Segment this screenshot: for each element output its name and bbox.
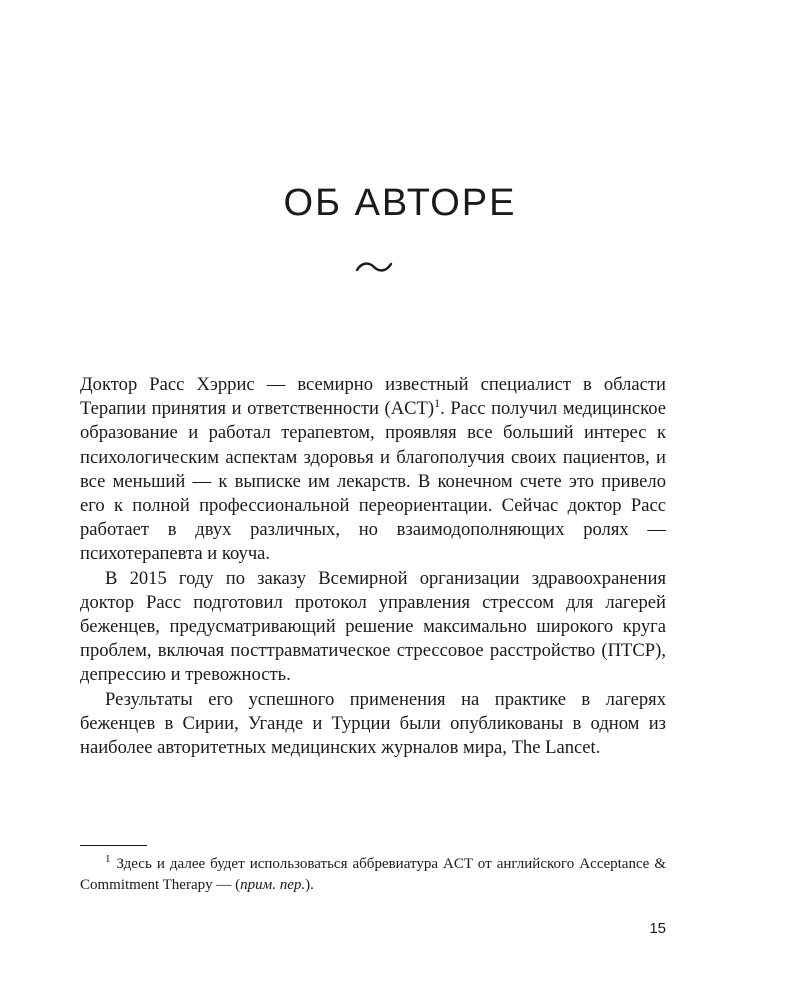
paragraph-3: Результаты его успешного применения на практике в лагерях беженцев в Сирии, Уганде и Турции были опубликованы в одном из наиболее авторитетных медицинских журналов мира, The Lancet. [80,688,666,759]
footnote-mark: 1 [105,853,111,865]
paragraph-1-text-start: Доктор Расс Хэррис — всемирно известный специалист в области Терапии принятия и ответственности (ACT) [80,374,666,420]
footnote-divider [80,845,147,846]
tilde-swash-icon [354,256,394,278]
footnote-reference[interactable]: 1 [434,396,441,411]
page-title: ОБ АВТОРЕ [283,182,517,224]
footnote-text: Здесь и далее будет использоваться аббревиатура ACT от английского Acceptance & Commitment Therapy — ( [80,856,666,893]
footnote-closing: ). [305,877,314,893]
page-number: 15 [649,920,666,937]
footnote [80,854,666,896]
paragraph-1 [80,373,666,567]
footnote-translator-note: прим. пер. [240,877,306,893]
paragraph-1-text-end: . Расс получил медицинское образование и работал терапевтом, проявляя все больший интерес к психологическим аспектам здоровья и благополучия своих пациентов, и все меньший — к выписке им лекарств. В конечном счете это привело его к полной профессиональной переориентации. Сейчас доктор Расс работает в двух различных, но взаимодополняющих ролях — психотерапевта и коуча. [80,398,667,565]
article-body [80,373,666,760]
paragraph-2: В 2015 году по заказу Всемирной организации здравоохранения доктор Расс подготовил протокол управления стрессом для лагерей беженцев, предусматривающий решение максимально широкого круга проблем, включая посттравматическое стрессовое расстройство (ПТСР), депрессию и тревожность. [80,567,666,686]
